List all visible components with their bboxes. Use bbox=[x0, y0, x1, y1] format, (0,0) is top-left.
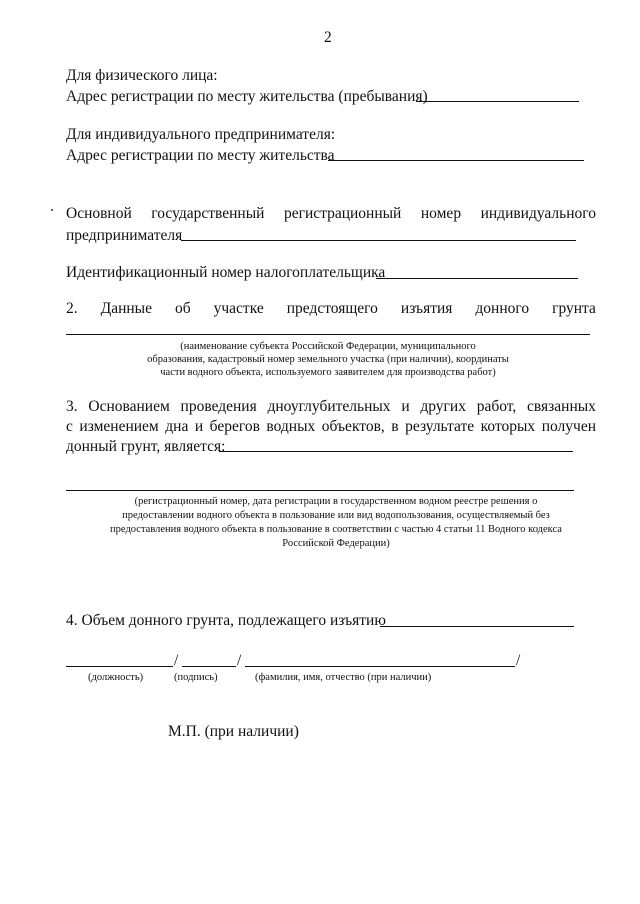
ogrnip-label-line1 bbox=[66, 204, 596, 224]
section3-hint-1: (регистрационный номер, дата регистрации в государственном водном реестре решения о bbox=[134, 496, 538, 507]
section2-hint-1: (наименование субъекта Российской Федерации, муниципального bbox=[180, 341, 476, 352]
section3-word: объектов, bbox=[321, 418, 385, 435]
signature-caption: (подпись) bbox=[174, 672, 218, 683]
section3-word: с bbox=[66, 418, 73, 435]
signature-separator: / bbox=[516, 652, 521, 669]
section3-word: 3. bbox=[66, 398, 78, 415]
section3-word: дна bbox=[165, 418, 189, 435]
ogrnip-word: номер bbox=[420, 205, 462, 222]
section3-hint-4: Российской Федерации) bbox=[282, 538, 390, 549]
name-line bbox=[245, 666, 515, 667]
signature-line bbox=[182, 666, 236, 667]
section2-word: Данные bbox=[100, 300, 152, 317]
scan-speck bbox=[51, 209, 53, 211]
section3-word: связанных bbox=[527, 398, 596, 415]
entrepreneur-address-line bbox=[328, 160, 584, 161]
page-number: 2 bbox=[324, 29, 332, 46]
individual-address-label: Адрес регистрации по месту жительства (пребывания) bbox=[66, 88, 428, 105]
signature-separator: / bbox=[237, 652, 242, 669]
section2-hint-3: части водного объекта, используемого заявителем для производства работ) bbox=[160, 367, 496, 378]
section2-line bbox=[66, 334, 590, 335]
ogrnip-word: государственный bbox=[151, 205, 265, 222]
ogrnip-word: индивидуального bbox=[480, 205, 596, 222]
ogrnip-word: регистрационный bbox=[283, 205, 402, 222]
section2-word: грунта bbox=[552, 300, 596, 317]
section4-label: 4. Объем донного грунта, подлежащего изъятию bbox=[66, 612, 386, 629]
section3-word: проведения bbox=[180, 398, 257, 415]
section3-line1 bbox=[66, 397, 596, 417]
entrepreneur-heading: Для индивидуального предпринимателя: bbox=[66, 126, 336, 143]
section3-word: и bbox=[401, 398, 410, 415]
section3-hint-2: предоставлении водного объекта в пользование или вид водопользования, осуществляемый без bbox=[122, 510, 550, 521]
individual-heading: Для физического лица: bbox=[66, 67, 218, 84]
section3-word: других bbox=[420, 398, 466, 415]
section2-word: изъятия bbox=[400, 300, 453, 317]
signature-separator: / bbox=[174, 652, 179, 669]
section3-full-line bbox=[66, 490, 574, 491]
section3-word: результате bbox=[405, 418, 475, 435]
section2-word: донного bbox=[475, 300, 530, 317]
section2-word: участке bbox=[213, 300, 264, 317]
section4-line bbox=[380, 626, 574, 627]
entrepreneur-address-label: Адрес регистрации по месту жительства bbox=[66, 147, 335, 164]
section2-label bbox=[66, 299, 596, 319]
ogrnip-line bbox=[181, 240, 576, 241]
section2-word: предстоящего bbox=[286, 300, 378, 317]
section3-word: в bbox=[391, 418, 399, 435]
section3-word: которых bbox=[480, 418, 536, 435]
section3-word: и bbox=[194, 418, 204, 435]
stamp-label: М.П. (при наличии) bbox=[168, 723, 299, 740]
section3-line2 bbox=[66, 417, 596, 437]
section3-word: дноуглубительных bbox=[267, 398, 391, 415]
section3-hint-3: предоставления водного объекта в пользование в соответствии с частью 4 статьи 11 Водного кодекса bbox=[110, 524, 562, 535]
section3-word: берегов bbox=[209, 418, 260, 435]
ogrnip-word: Основной bbox=[66, 205, 132, 222]
inn-label: Идентификационный номер налогоплательщика bbox=[66, 264, 386, 281]
position-caption: (должность) bbox=[88, 672, 144, 683]
ogrnip-label-line2: предпринимателя bbox=[66, 227, 183, 244]
section2-hint-2: образования, кадастровый номер земельного участка (при наличии), координаты bbox=[147, 354, 509, 365]
section3-word: работ, bbox=[476, 398, 517, 415]
section2-word: об bbox=[174, 300, 191, 317]
position-line bbox=[66, 666, 173, 667]
section3-word: получен bbox=[541, 418, 596, 435]
section3-inline-line bbox=[219, 451, 573, 452]
name-caption: (фамилия, имя, отчество (при наличии) bbox=[255, 672, 432, 683]
section3-line3: донный грунт, является: bbox=[66, 438, 226, 455]
inn-line bbox=[376, 278, 578, 279]
individual-address-line bbox=[416, 101, 579, 102]
section3-word: водных bbox=[266, 418, 316, 435]
section3-word: Основанием bbox=[88, 398, 170, 415]
section2-word: 2. bbox=[66, 300, 78, 317]
section3-word: изменением bbox=[79, 418, 159, 435]
